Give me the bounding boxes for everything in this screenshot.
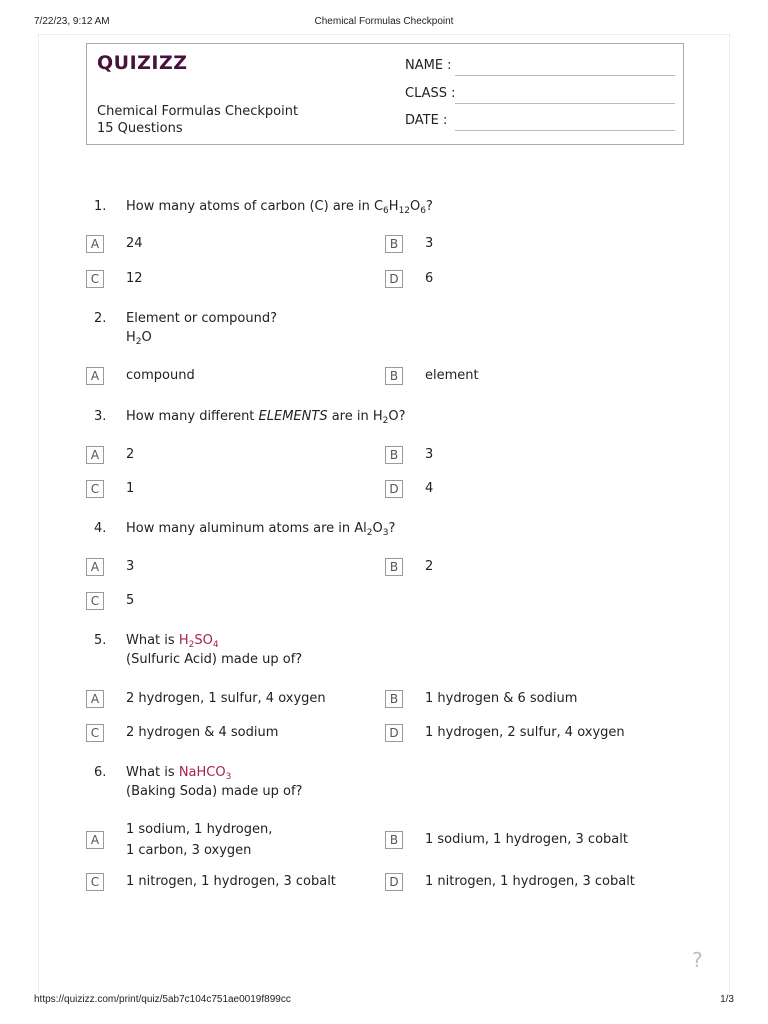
name-line xyxy=(455,75,675,76)
question-number: 3. xyxy=(94,409,107,424)
option-letter: C xyxy=(86,592,104,610)
option-letter: B xyxy=(385,831,403,849)
question-text: What is NaHCO$_3$ (Baking Soda) made up of? xyxy=(126,765,303,799)
name-label: NAME : xyxy=(405,58,452,73)
option-text: 2 hydrogen, 1 sulfur, 4 oxygen xyxy=(126,691,326,706)
quiz-info-box xyxy=(86,43,684,145)
option-letter: B xyxy=(385,446,403,464)
help-icon[interactable]: ? xyxy=(692,948,703,972)
option-text: 1 hydrogen, 2 sulfur, 4 oxygen xyxy=(425,725,625,740)
question-text: How many atoms of carbon (C) are in $C_6H_{12}O_6$? xyxy=(126,199,433,216)
quiz-title: Chemical Formulas Checkpoint xyxy=(97,104,299,119)
option-letter: D xyxy=(385,724,403,742)
print-header xyxy=(34,16,734,30)
option-letter: A xyxy=(86,690,104,708)
question-number: 5. xyxy=(94,633,107,648)
question-number: 2. xyxy=(94,311,107,326)
option-text: 6 xyxy=(425,271,434,286)
option-text: element xyxy=(425,368,479,383)
option-text: 2 xyxy=(126,447,135,462)
formula-h2so4: $H_2SO_4$ xyxy=(178,633,219,650)
option-letter: D xyxy=(385,480,403,498)
question-text: How many different ELEMENTS are in $H_2O$? xyxy=(126,409,406,426)
question-text: Element or compound? $H_2O$ xyxy=(126,311,277,347)
option-text: 1 sodium, 1 hydrogen, 3 cobalt xyxy=(425,832,628,847)
option-text: 1 sodium, 1 hydrogen, 1 carbon, 3 oxygen xyxy=(126,822,273,858)
option-letter: A xyxy=(86,558,104,576)
print-title: Chemical Formulas Checkpoint xyxy=(314,16,454,27)
question-count: 15 Questions xyxy=(97,121,183,136)
option-letter: B xyxy=(385,690,403,708)
question-text: How many aluminum atoms are in $Al_2O_3$? xyxy=(126,521,396,538)
option-text: 5 xyxy=(126,593,135,608)
option-text: 1 nitrogen, 1 hydrogen, 3 cobalt xyxy=(126,874,336,889)
class-label: CLASS : xyxy=(405,86,456,101)
option-letter: D xyxy=(385,873,403,891)
option-letter: C xyxy=(86,270,104,288)
option-text: 2 xyxy=(425,559,434,574)
option-letter: A xyxy=(86,831,104,849)
option-text: 3 xyxy=(425,447,434,462)
name-field xyxy=(405,58,675,76)
option-letter: B xyxy=(385,558,403,576)
quizizz-logo: QUIZIZZ xyxy=(97,52,188,74)
option-text: 2 hydrogen & 4 sodium xyxy=(126,725,279,740)
option-letter: D xyxy=(385,270,403,288)
option-text: 3 xyxy=(425,236,434,251)
question-number: 4. xyxy=(94,521,107,536)
option-letter: A xyxy=(86,235,104,253)
option-text: compound xyxy=(126,368,195,383)
page-number: 1/3 xyxy=(720,994,734,1005)
formula-nahco3: NaHCO$_3$ xyxy=(178,765,232,782)
question-number: 6. xyxy=(94,765,107,780)
option-text: 1 nitrogen, 1 hydrogen, 3 cobalt xyxy=(425,874,635,889)
option-text: 12 xyxy=(126,271,143,286)
option-text: 24 xyxy=(126,236,143,251)
option-text: 3 xyxy=(126,559,135,574)
page-url: https://quizizz.com/print/quiz/5ab7c104c751ae0019f899cc xyxy=(34,994,291,1005)
class-field xyxy=(405,86,675,104)
question-text: What is $H_2SO_4$ (Sulfuric Acid) made up of? xyxy=(126,633,303,667)
option-letter: C xyxy=(86,480,104,498)
date-field xyxy=(405,113,675,131)
class-line xyxy=(455,103,675,104)
date-label: DATE : xyxy=(405,113,448,128)
option-letter: A xyxy=(86,446,104,464)
option-text: 1 xyxy=(126,481,135,496)
option-text: 1 hydrogen & 6 sodium xyxy=(425,691,578,706)
option-letter: A xyxy=(86,367,104,385)
option-letter: B xyxy=(385,235,403,253)
print-footer xyxy=(34,994,734,1008)
print-datetime: 7/22/23, 9:12 AM xyxy=(34,16,110,27)
option-letter: C xyxy=(86,873,104,891)
option-letter: B xyxy=(385,367,403,385)
option-letter: C xyxy=(86,724,104,742)
question-number: 1. xyxy=(94,199,107,214)
option-text: 4 xyxy=(425,481,434,496)
date-line xyxy=(455,130,675,131)
